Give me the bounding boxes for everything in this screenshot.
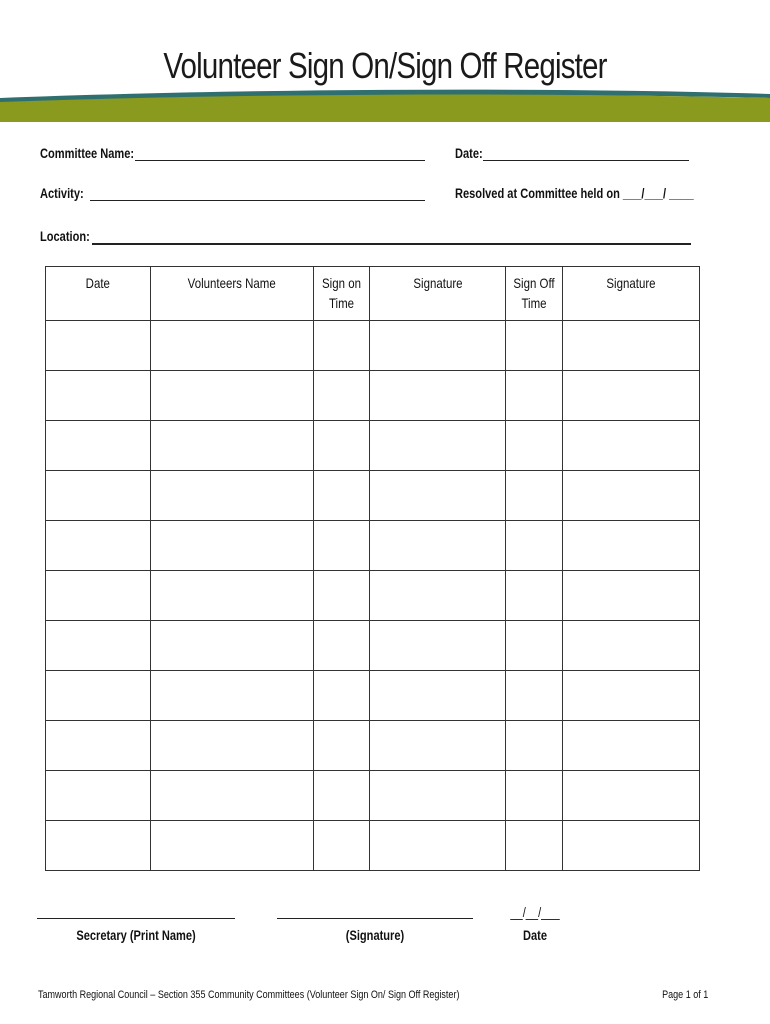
- table-cell[interactable]: [370, 421, 506, 471]
- table-cell[interactable]: [370, 671, 506, 721]
- table-cell[interactable]: [506, 571, 563, 621]
- table-cell[interactable]: [506, 771, 563, 821]
- table-cell[interactable]: [46, 771, 151, 821]
- table-row: [46, 771, 700, 821]
- table-cell[interactable]: [151, 571, 314, 621]
- table-cell[interactable]: [151, 821, 314, 871]
- resolved-at-committee-label: Resolved at Committee held on ___/___/ ____: [455, 186, 694, 201]
- signature-field[interactable]: [277, 918, 473, 919]
- column-header-signature: Signature: [370, 267, 506, 321]
- table-cell[interactable]: [314, 821, 370, 871]
- table-row: [46, 721, 700, 771]
- committee-name-label: Committee Name:: [40, 146, 135, 161]
- table-cell[interactable]: [151, 471, 314, 521]
- activity-field[interactable]: [90, 200, 425, 201]
- table-cell[interactable]: [506, 721, 563, 771]
- table-cell[interactable]: [314, 621, 370, 671]
- footer-text: Tamworth Regional Council – Section 355 Community Committees (Volunteer Sign On/ Sign Off Register): [38, 989, 460, 1001]
- page-title: Volunteer Sign On/Sign Off Register: [163, 45, 607, 86]
- table-cell[interactable]: [314, 721, 370, 771]
- table-cell[interactable]: [46, 371, 151, 421]
- table-cell[interactable]: [46, 821, 151, 871]
- table-header-row: [46, 267, 700, 321]
- table-cell[interactable]: [314, 771, 370, 821]
- table-row: [46, 521, 700, 571]
- table-cell[interactable]: [563, 721, 700, 771]
- table-cell[interactable]: [370, 571, 506, 621]
- swoosh-olive-band: [0, 95, 770, 122]
- table-cell[interactable]: [314, 571, 370, 621]
- table-cell[interactable]: [370, 521, 506, 571]
- table-cell[interactable]: [314, 471, 370, 521]
- table-cell[interactable]: [370, 771, 506, 821]
- table-row: [46, 821, 700, 871]
- table-cell[interactable]: [314, 371, 370, 421]
- column-header-signature-off: Signature: [563, 267, 700, 321]
- table-cell[interactable]: [563, 471, 700, 521]
- header-swoosh: [0, 84, 770, 126]
- table-cell[interactable]: [46, 421, 151, 471]
- location-field[interactable]: [92, 243, 691, 245]
- signature-label: (Signature): [345, 928, 405, 943]
- table-cell[interactable]: [314, 321, 370, 371]
- table-cell[interactable]: [314, 421, 370, 471]
- table-cell[interactable]: [151, 421, 314, 471]
- activity-label: Activity:: [40, 186, 84, 201]
- table-row: [46, 371, 700, 421]
- table-cell[interactable]: [370, 471, 506, 521]
- table-cell[interactable]: [506, 321, 563, 371]
- table-cell[interactable]: [46, 471, 151, 521]
- table-row: [46, 671, 700, 721]
- secretary-print-name-field[interactable]: [37, 918, 235, 919]
- date-field[interactable]: [483, 160, 689, 161]
- table-cell[interactable]: [151, 771, 314, 821]
- table-cell[interactable]: [563, 671, 700, 721]
- column-header-date: Date: [46, 267, 151, 321]
- table-cell[interactable]: [563, 521, 700, 571]
- secretary-print-name-label: Secretary (Print Name): [76, 928, 196, 943]
- committee-name-field[interactable]: [135, 160, 425, 161]
- table-cell[interactable]: [46, 621, 151, 671]
- table-cell[interactable]: [563, 771, 700, 821]
- table-row: [46, 471, 700, 521]
- table-cell[interactable]: [563, 421, 700, 471]
- table-cell[interactable]: [151, 721, 314, 771]
- table-cell[interactable]: [314, 521, 370, 571]
- table-cell[interactable]: [563, 571, 700, 621]
- table-row: [46, 571, 700, 621]
- table-cell[interactable]: [506, 521, 563, 571]
- table-row: [46, 321, 700, 371]
- location-label: Location:: [40, 229, 90, 244]
- table-row: [46, 421, 700, 471]
- table-cell[interactable]: [506, 371, 563, 421]
- column-header-sign-on-time: Sign on Time: [314, 267, 370, 321]
- table-cell[interactable]: [506, 471, 563, 521]
- date-label: Date:: [455, 146, 483, 161]
- table-cell[interactable]: [151, 371, 314, 421]
- table-cell[interactable]: [46, 521, 151, 571]
- table-cell[interactable]: [46, 671, 151, 721]
- signoff-date-field[interactable]: __/__/___: [510, 905, 560, 920]
- table-cell[interactable]: [370, 721, 506, 771]
- table-cell[interactable]: [370, 621, 506, 671]
- column-header-volunteers-name: Volunteers Name: [151, 267, 314, 321]
- table-cell[interactable]: [506, 421, 563, 471]
- table-cell[interactable]: [151, 671, 314, 721]
- table-cell[interactable]: [506, 821, 563, 871]
- table-cell[interactable]: [563, 621, 700, 671]
- table-cell[interactable]: [563, 321, 700, 371]
- register-table: [45, 266, 700, 871]
- table-cell[interactable]: [314, 671, 370, 721]
- table-cell[interactable]: [370, 321, 506, 371]
- table-cell[interactable]: [151, 621, 314, 671]
- table-cell[interactable]: [370, 371, 506, 421]
- table-cell[interactable]: [46, 721, 151, 771]
- table-cell[interactable]: [506, 671, 563, 721]
- table-cell[interactable]: [563, 371, 700, 421]
- table-cell[interactable]: [506, 621, 563, 671]
- signoff-date-label: Date: [522, 928, 547, 943]
- page-number: Page 1 of 1: [661, 989, 708, 1001]
- table-cell[interactable]: [46, 321, 151, 371]
- table-cell[interactable]: [563, 821, 700, 871]
- column-header-sign-off-time: Sign Off Time: [506, 267, 563, 321]
- table-row: [46, 621, 700, 671]
- table-cell[interactable]: [370, 821, 506, 871]
- table-cell[interactable]: [151, 321, 314, 371]
- table-cell[interactable]: [151, 521, 314, 571]
- table-cell[interactable]: [46, 571, 151, 621]
